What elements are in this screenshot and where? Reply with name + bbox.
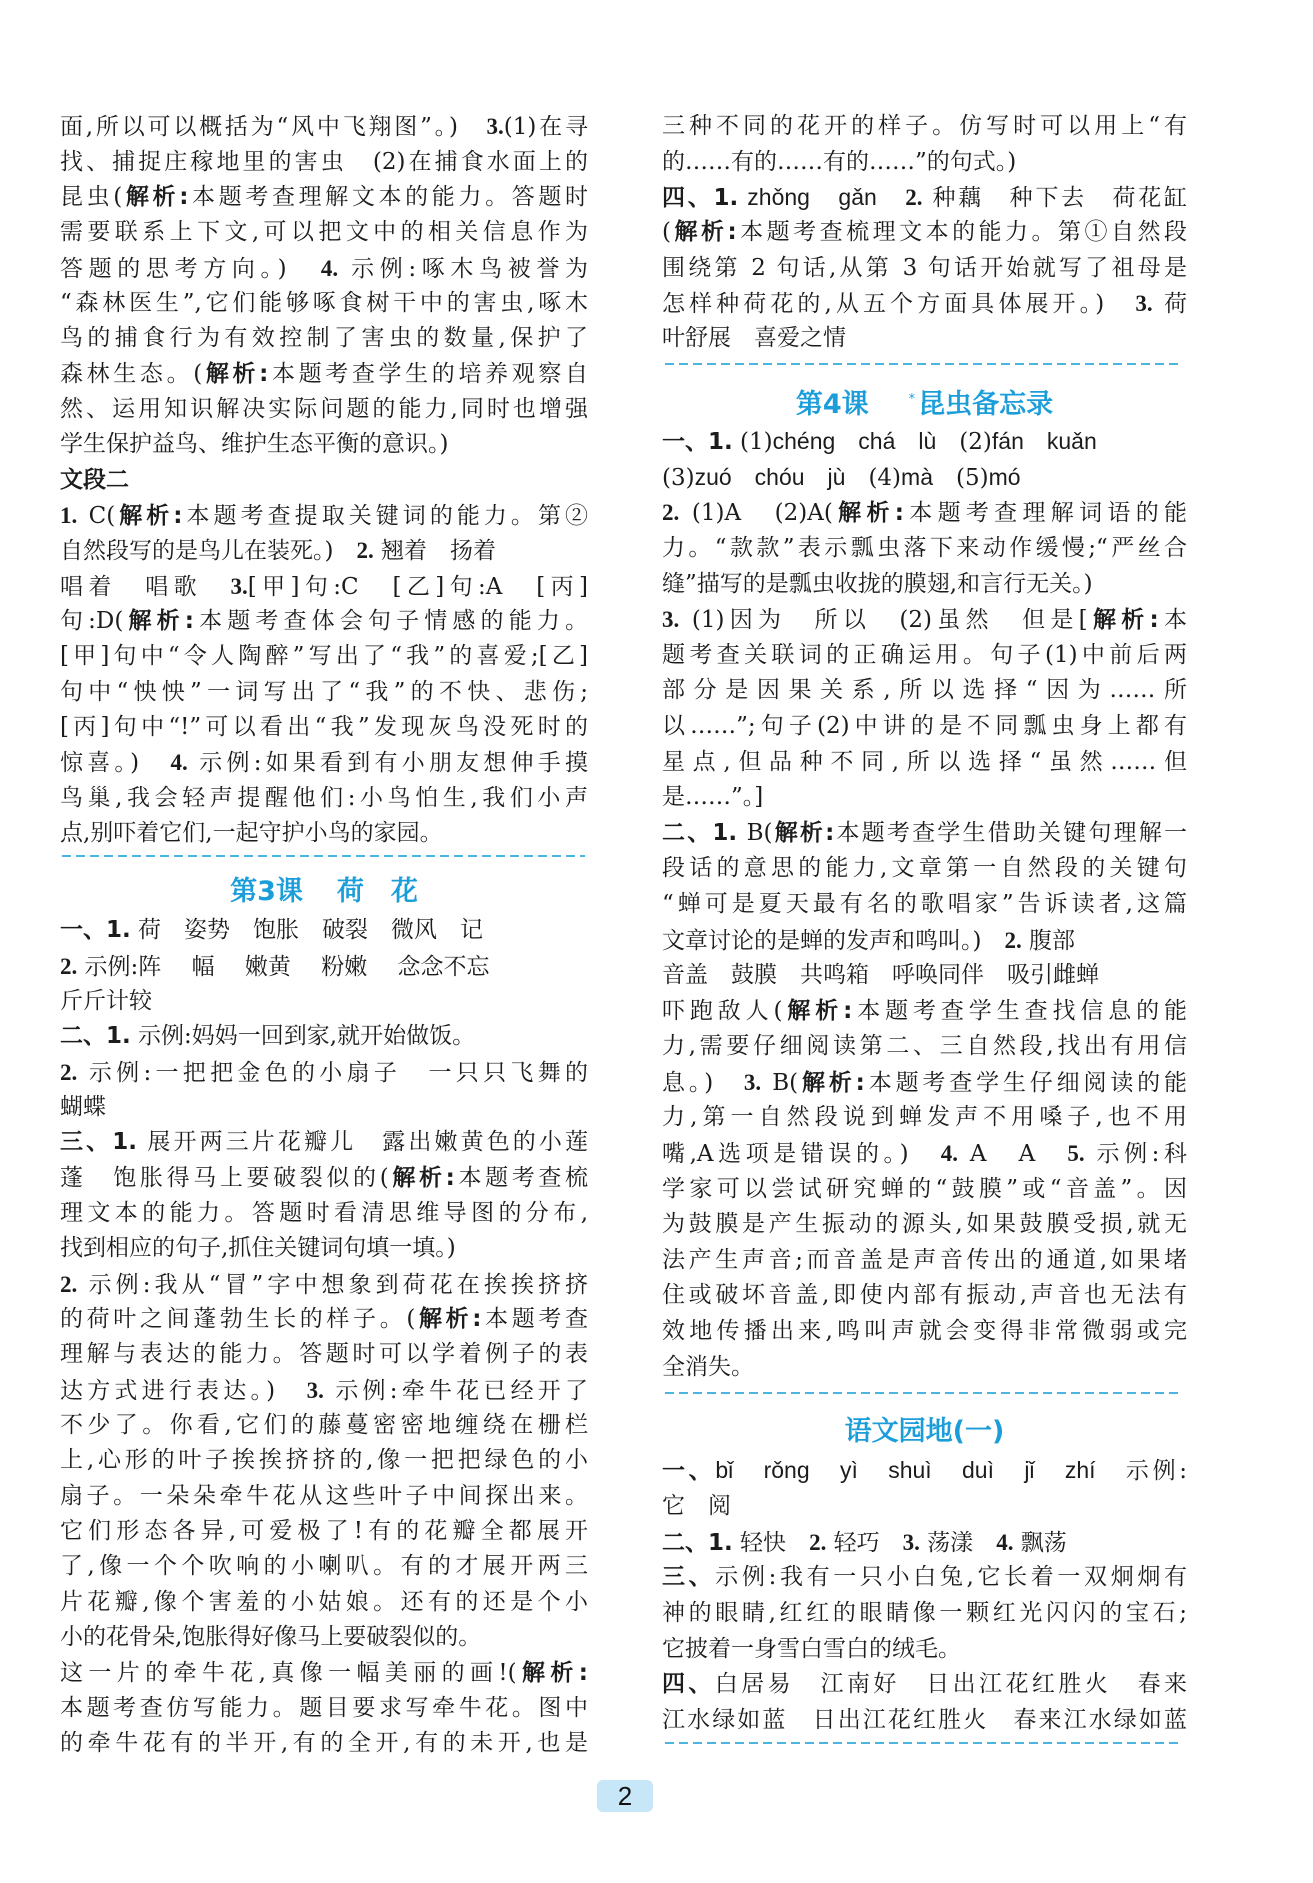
answer-line [60, 1090, 588, 1125]
answer-line [662, 1100, 1187, 1136]
answer-text: 腹部 [1021, 927, 1076, 954]
answer-line [60, 1055, 588, 1090]
analysis-label: 解析: [670, 219, 737, 246]
answer-text: 示例: [1095, 1458, 1187, 1485]
answer-text: 理解与表达的能力。答题时可以学着例子的表 [60, 1341, 588, 1368]
answer-text: 句:D( [60, 608, 124, 635]
question-number: 2. [60, 1271, 78, 1297]
answer-text: 是……”。] [662, 784, 764, 811]
lesson-4-title [662, 380, 1187, 420]
answer-line [662, 1314, 1187, 1350]
pinyin-text: mó [988, 463, 1021, 490]
answer-line [662, 1489, 1187, 1525]
answer-line [60, 251, 588, 286]
title-gap [869, 412, 909, 413]
answer-line [662, 321, 1187, 356]
answer-text: 蝴蝶 [60, 1094, 106, 1121]
pinyin-text: zuó chóu jù [694, 463, 846, 490]
section-number: 一、 [662, 1458, 716, 1485]
answer-text: 本题考查学生借助关键句理解一 [834, 819, 1188, 846]
answer-text: 森林生态。( [60, 360, 203, 387]
analysis-label: 解析: [516, 1659, 589, 1686]
question-number: 3. [486, 114, 504, 140]
question-number: 2. [356, 538, 374, 564]
answer-text: 展开两三片花瓣儿 露出嫩黄色的小莲 [136, 1129, 588, 1156]
answer-line [60, 1019, 588, 1054]
answer-text: 本题考查仿写能力。题目要求写牵牛花。图中 [60, 1694, 588, 1721]
question-number: 2. [60, 953, 78, 979]
answer-text: 片花瓣,像个害羞的小姑娘。还有的还是个小 [60, 1588, 588, 1615]
answer-text: 本题考查 [481, 1306, 588, 1333]
answer-text: 本题考查理解文本的能力。答题时 [188, 183, 588, 210]
answer-text: 鸟的捕食行为有效控制了害虫的数量,保护了 [60, 325, 588, 352]
question-number: 3. [230, 573, 248, 599]
yuwen-yuandi-answers [662, 1453, 1187, 1739]
section-number: 四、 [662, 1671, 715, 1698]
answer-line [662, 745, 1187, 781]
section-divider [665, 363, 1181, 365]
answer-text: 不少了。你看,它们的藤蔓密密地缠绕在栅栏 [60, 1412, 588, 1439]
answer-line [662, 495, 1187, 531]
answer-line [60, 1196, 588, 1231]
answer-text: B( [761, 1069, 799, 1096]
answer-text: 它 阅 [662, 1492, 731, 1519]
answer-text: 星点,但品种不同,所以选择“虽然……但 [662, 748, 1187, 775]
answer-line [60, 1691, 588, 1726]
right-column-top-section [662, 109, 1187, 356]
answer-line [60, 816, 588, 851]
lesson-3-answers [60, 913, 588, 1761]
answer-line [662, 1136, 1187, 1172]
analysis-label: 解析: [772, 819, 835, 846]
answer-line [662, 180, 1187, 215]
answer-line [662, 251, 1187, 286]
answer-text: 息。) [662, 1069, 744, 1096]
answer-line [662, 567, 1187, 603]
answer-text: 上,心形的叶子挨挨挤挤的,像一把把绿色的小 [60, 1447, 588, 1474]
question-number: 4. [170, 750, 188, 776]
answer-text: 本题考查梳理文本的能力。第①自然段 [736, 219, 1187, 246]
answer-text: 为鼓膜是产生振动的源头,如果鼓膜受损,就无 [662, 1211, 1187, 1238]
answer-text: [甲]句:C [乙]句:A [丙] [247, 573, 589, 600]
page-number-badge: 2 [597, 1780, 653, 1812]
answer-text: 效地传播出来,鸣叫声就会变得非常微弱或完 [662, 1318, 1187, 1345]
analysis-label: 解析: [115, 503, 183, 530]
answer-text: 找到相应的句子,抓住关键词句填一填。) [60, 1235, 456, 1262]
section-number: 二、1. [60, 1023, 131, 1050]
section-number: 三、 [662, 1564, 716, 1591]
answer-text: 鸟巢,我会轻声提醒他们:小鸟怕生,我们小声 [60, 784, 588, 811]
answer-line [60, 1726, 588, 1761]
answer-text: C( [77, 503, 116, 530]
answer-text: 全消失。 [662, 1353, 754, 1380]
answer-line [662, 887, 1187, 923]
answer-text: 示例:如果看到有小朋友想伸手摸 [187, 750, 588, 777]
answer-line [662, 602, 1187, 638]
answer-line [60, 533, 588, 568]
answer-line [60, 1302, 588, 1337]
answer-text: 翘着 扬着 [373, 538, 497, 565]
answer-text: 它们形态各异,可爱极了!有的花瓣全都展开 [60, 1518, 588, 1545]
answer-text: 力,第一自然段说到蝉发声不用嗓子,也不用 [662, 1104, 1187, 1131]
answer-line [662, 424, 1187, 460]
answer-line [60, 1514, 588, 1549]
answer-line [662, 1350, 1187, 1386]
answer-text: A A [957, 1141, 1068, 1168]
answer-text: (4) [845, 464, 902, 491]
analysis-label: 解析: [1087, 607, 1159, 634]
answer-line [662, 1172, 1187, 1208]
answer-line [60, 1479, 588, 1514]
analysis-label: 解析: [123, 608, 194, 635]
lesson-number: 第3课 [230, 876, 303, 907]
answer-text: 示例:啄木鸟被誉为 [338, 255, 588, 282]
answer-line [60, 949, 588, 984]
answer-line [60, 1161, 588, 1196]
lesson-number: 第4课 [795, 389, 869, 420]
answer-text: 白居易 江南好 日出江花红胜火 春来 [714, 1671, 1188, 1698]
answer-text: 示例:科 [1084, 1141, 1188, 1168]
question-number: 2. [809, 1529, 827, 1555]
answer-text: 自然段写的是鸟儿在装死。) [60, 538, 357, 565]
question-number: 3. [902, 1529, 920, 1555]
answer-line [662, 460, 1187, 496]
answer-line [60, 1337, 588, 1372]
answer-text: 种藕 种下去 荷花缸 [922, 184, 1188, 211]
answer-line [60, 286, 588, 321]
lesson-name: 昆虫备忘录 [918, 389, 1054, 420]
answer-text: (2) [936, 429, 992, 456]
analysis-label: 解析: [782, 997, 853, 1024]
analysis-label: 解析: [122, 183, 189, 210]
answer-text: 嘴,A选项是错误的。) [662, 1141, 941, 1168]
answer-line [662, 1703, 1187, 1739]
answer-text: 点,别吓着它们,一起守护小鸟的家园。 [60, 820, 443, 847]
answer-text: 昆虫( [60, 183, 123, 210]
answer-text: 答题的思考方向。) [60, 255, 321, 282]
answer-text: 然、运用知识解决实际问题的能力,同时也增强 [60, 396, 588, 423]
answer-text: (5) [933, 464, 989, 491]
answer-text: 本题考查学生查找信息的能 [852, 997, 1187, 1024]
analysis-label: 解析: [202, 360, 269, 387]
optional-lesson-star-icon: * [908, 392, 916, 407]
answer-line [60, 1125, 588, 1160]
answer-text: 怎样种荷花的,从五个方面具体展开。) [662, 291, 1136, 318]
answer-text: 示例:我从“冒”字中想象到荷花在挨挨挤挤 [77, 1271, 588, 1298]
answer-text: 本题考查学生仔细阅读的能 [864, 1069, 1187, 1096]
answer-text: 荷 [1152, 291, 1187, 318]
question-number: 3. [1135, 291, 1153, 317]
answer-text: 示例:牵牛花已经开了 [323, 1377, 588, 1404]
answer-text: 达方式进行表达。) [60, 1377, 307, 1404]
answer-text: 示例:阵 幅 嫩黄 粉嫩 念念不忘 [77, 953, 490, 980]
answer-line [60, 321, 588, 356]
answer-line [662, 145, 1187, 180]
answer-line [662, 1596, 1187, 1632]
answer-text: 小的花骨朵,饱胀得好像马上要破裂似的。 [60, 1624, 482, 1651]
answer-text: 示例:我有一只小白兔,它长着一双炯炯有 [715, 1564, 1188, 1591]
answer-line [60, 1443, 588, 1478]
section-number: 一、1. [60, 917, 131, 944]
answer-line [662, 1278, 1187, 1314]
answer-text: 找、捕捉庄稼地里的害虫 (2)在捕食水面上的 [60, 148, 588, 175]
section-number: 四、1. [662, 184, 739, 211]
answer-text: 本题考查理解词语的能 [903, 500, 1187, 527]
answer-line [662, 1029, 1187, 1065]
answer-line [60, 1231, 588, 1266]
answer-text: (1)因为 所以 (2)虽然 但是[ [679, 607, 1088, 634]
section-number: 二、1. [662, 819, 738, 846]
analysis-label: 解析: [388, 1164, 455, 1191]
question-number: 3. [306, 1377, 324, 1403]
answer-line [662, 215, 1187, 250]
answer-text: (1)A (2)A( [679, 500, 833, 527]
answer-line [60, 569, 588, 604]
answer-line [60, 215, 588, 250]
answer-line [60, 745, 588, 780]
answer-text: “森林医生”,它们能够啄食树干中的害虫,啄木 [60, 290, 588, 317]
answer-text: 这一片的牵牛花,真像一幅美丽的画!( [60, 1659, 517, 1686]
answer-text: 轻快 [732, 1529, 810, 1556]
answer-line [60, 180, 588, 215]
answer-text: 荷 姿势 饱胀 破裂 微风 记 [130, 917, 484, 944]
answer-line [60, 781, 588, 816]
answer-line [60, 427, 588, 462]
answer-text: [丙]句中“!”可以看出“我”发现灰鸟没死时的 [60, 714, 588, 741]
answer-text: 句中“怏怏”一词写出了“我”的不快、悲伤; [60, 678, 588, 705]
answer-text: 本题考查梳 [454, 1164, 588, 1191]
question-number: 3. [743, 1069, 762, 1095]
section-number: 三、1. [60, 1129, 137, 1156]
answer-line [60, 392, 588, 427]
answer-text: 江水绿如蓝 日出江花红胜火 春来江水绿如蓝 [662, 1707, 1187, 1733]
answer-text: 缝”描写的是瓢虫收拢的膜翅,和言行无关。) [662, 570, 1093, 597]
question-number: 4. [320, 255, 339, 281]
section-divider [665, 1392, 1181, 1394]
lesson-name: 荷 花 [336, 876, 418, 907]
answer-text: (1)在寻 [503, 114, 588, 141]
answer-text: 段话的意思的能力,文章第一自然段的关键句 [662, 855, 1187, 882]
section-divider [62, 855, 585, 857]
answer-text: 吓跑敌人( [662, 997, 783, 1024]
answer-line [662, 1207, 1187, 1243]
answer-line [662, 1632, 1187, 1668]
answer-line [60, 675, 588, 710]
question-number: 2. [662, 500, 680, 526]
answer-text: 学家可以尝试研究蝉的“鼓膜”或“音盖”。因 [662, 1175, 1187, 1202]
answer-text: 力,需要仔细阅读第二、三自然段,找出有用信 [662, 1033, 1187, 1060]
answer-text: [甲]句中“令人陶醉”写出了“我”的喜爱;[乙] [60, 643, 588, 670]
answer-line [662, 673, 1187, 709]
answer-text: 神的眼睛,红红的眼睛像一颗红光闪闪的宝石; [662, 1599, 1187, 1626]
answer-text: 荡漾 [919, 1529, 997, 1556]
answer-line [662, 851, 1187, 887]
pinyin-text: zhǒng gǎn [738, 183, 906, 210]
answer-line [662, 1525, 1187, 1561]
answer-text: 的牵牛花有的半开,有的全开,有的未开,也是 [60, 1730, 588, 1757]
answer-line [60, 1620, 588, 1655]
answer-line [60, 710, 588, 745]
answer-text: 三种不同的花开的样子。仿写时可以用上“有 [662, 113, 1187, 140]
answer-text: 本 [1158, 607, 1187, 634]
answer-text: 以……”;句子(2)中讲的是不同瓢虫身上都有 [662, 712, 1187, 739]
lesson-3-title [60, 872, 588, 912]
answer-line [662, 994, 1187, 1030]
lesson-4-answers [662, 424, 1187, 1385]
pinyin-text: fán kuǎn [991, 428, 1097, 455]
question-number: 5. [1067, 1141, 1085, 1167]
answer-line [60, 498, 588, 533]
answer-text: 题考查关联词的正确运用。句子(1)中前后两 [662, 641, 1187, 668]
analysis-label: 解析: [798, 1069, 865, 1096]
answer-text: 扇子。一朵朵牵牛花从这些叶子中间探出来。 [60, 1482, 588, 1509]
answer-line [662, 816, 1187, 852]
answer-line [60, 1585, 588, 1620]
answer-text: 斤斤计较 [60, 987, 152, 1014]
question-number: 1. [60, 503, 78, 529]
answer-line [60, 1408, 588, 1443]
answer-line [60, 145, 588, 180]
answer-line [60, 1549, 588, 1584]
left-column-top-section [60, 109, 588, 851]
answer-line [60, 1373, 588, 1408]
answer-line [60, 984, 588, 1019]
answer-text: 它披着一身雪白雪白的绒毛。 [662, 1635, 961, 1662]
question-number: 2. [60, 1059, 78, 1085]
answer-line [662, 531, 1187, 567]
answer-line [662, 638, 1187, 674]
answer-line [662, 923, 1187, 959]
answer-line [60, 357, 588, 392]
answer-text: ( [662, 219, 671, 246]
pinyin-text: mà [901, 463, 933, 490]
answer-text: 需要联系上下文,可以把文中的相关信息作为 [60, 219, 588, 246]
answer-line [662, 1560, 1187, 1596]
answer-line [60, 913, 588, 948]
yuwen-yuandi-title [662, 1412, 1187, 1452]
question-number: 4. [940, 1141, 958, 1167]
passage-2-heading: 文段二 [60, 466, 129, 493]
answer-text: 力。“款款”表示瓢虫落下来动作缓慢;“严丝合 [662, 534, 1187, 561]
answer-line [662, 109, 1187, 144]
answer-line [662, 1667, 1187, 1703]
answer-line [60, 1656, 588, 1691]
answer-text: 飘荡 [1013, 1529, 1067, 1556]
pinyin-text: chéng chá lù [772, 428, 937, 455]
section-title: 语文园地(一) [844, 1416, 1005, 1447]
answer-text: 示例:一把把金色的小扇子 一只只飞舞的 [77, 1059, 588, 1086]
answer-line [662, 780, 1187, 816]
analysis-label: 解析: [832, 500, 904, 527]
answer-text: 理文本的能力。答题时看清思维导图的分布, [60, 1200, 588, 1227]
answer-text: 唱着 唱歌 [60, 573, 231, 600]
answer-text: 的荷叶之间蓬勃生长的样子。( [60, 1306, 416, 1333]
answer-text: 本题考查学生的培养观察自 [268, 360, 588, 387]
answer-text: 本题考查体会句子情感的能力。 [193, 608, 588, 635]
analysis-label: 解析: [415, 1306, 482, 1333]
answer-text: 叶舒展 喜爱之情 [662, 325, 846, 352]
answer-text: 音盖 鼓膜 共鸣箱 呼唤同伴 吸引雌蝉 [662, 962, 1099, 989]
answer-text: 示例:妈妈一回到家,就开始做饭。 [130, 1023, 476, 1050]
section-number: 一、1. [662, 429, 733, 456]
answer-text: 学生保护益鸟、维护生态平衡的意识。) [60, 431, 449, 458]
section-number: 二、1. [662, 1529, 733, 1556]
answer-text: 文章讨论的是蝉的发声和鸣叫。) [662, 927, 1005, 954]
question-number: 4. [996, 1529, 1014, 1555]
question-number: 2. [1004, 927, 1022, 953]
answer-line [662, 1065, 1187, 1101]
answer-text: 面,所以可以概括为“风中飞翔图”。) [60, 114, 487, 141]
answer-line [662, 1243, 1187, 1279]
answer-line [60, 1267, 588, 1302]
answer-line [662, 1453, 1187, 1489]
answer-text: 惊喜。) [60, 750, 171, 777]
answer-text: (1) [732, 429, 773, 456]
answer-text: B( [737, 819, 773, 846]
answer-line [60, 109, 588, 144]
answer-text: 围绕第 2 句话,从第 3 句话开始就写了祖母是 [662, 254, 1187, 281]
answer-text: 法产生声音;而音盖是声音传出的通道,如果堵 [662, 1246, 1187, 1273]
answer-line [662, 286, 1187, 321]
answer-line [60, 639, 588, 674]
answer-text: 本题考查提取关键词的能力。第② [182, 503, 589, 530]
pinyin-text: bǐ rǒng yì shuì duì jǐ zhí [715, 1457, 1096, 1484]
answer-line [662, 958, 1187, 994]
answer-text: 部分是因果关系,所以选择“因为……所 [662, 677, 1187, 704]
answer-text: 蓬 饱胀得马上要破裂似的( [60, 1164, 389, 1191]
answer-text: “蝉可是夏天最有名的歌唱家”告诉读者,这篇 [662, 890, 1187, 917]
question-number: 2. [905, 184, 923, 210]
answer-text: 住或破坏音盖,即使内部有振动,声音也无法有 [662, 1282, 1187, 1309]
question-number: 3. [662, 607, 680, 633]
title-gap [303, 899, 337, 900]
answer-text: 轻巧 [826, 1529, 903, 1556]
answer-text: (3) [662, 464, 695, 491]
answer-line [60, 604, 588, 639]
section-divider [665, 1742, 1181, 1744]
answer-text: 了,像一个个吹响的小喇叭。有的才展开两三 [60, 1553, 588, 1580]
answer-line [662, 709, 1187, 745]
answer-text: 的……有的……有的……”的句式。) [662, 148, 1017, 175]
